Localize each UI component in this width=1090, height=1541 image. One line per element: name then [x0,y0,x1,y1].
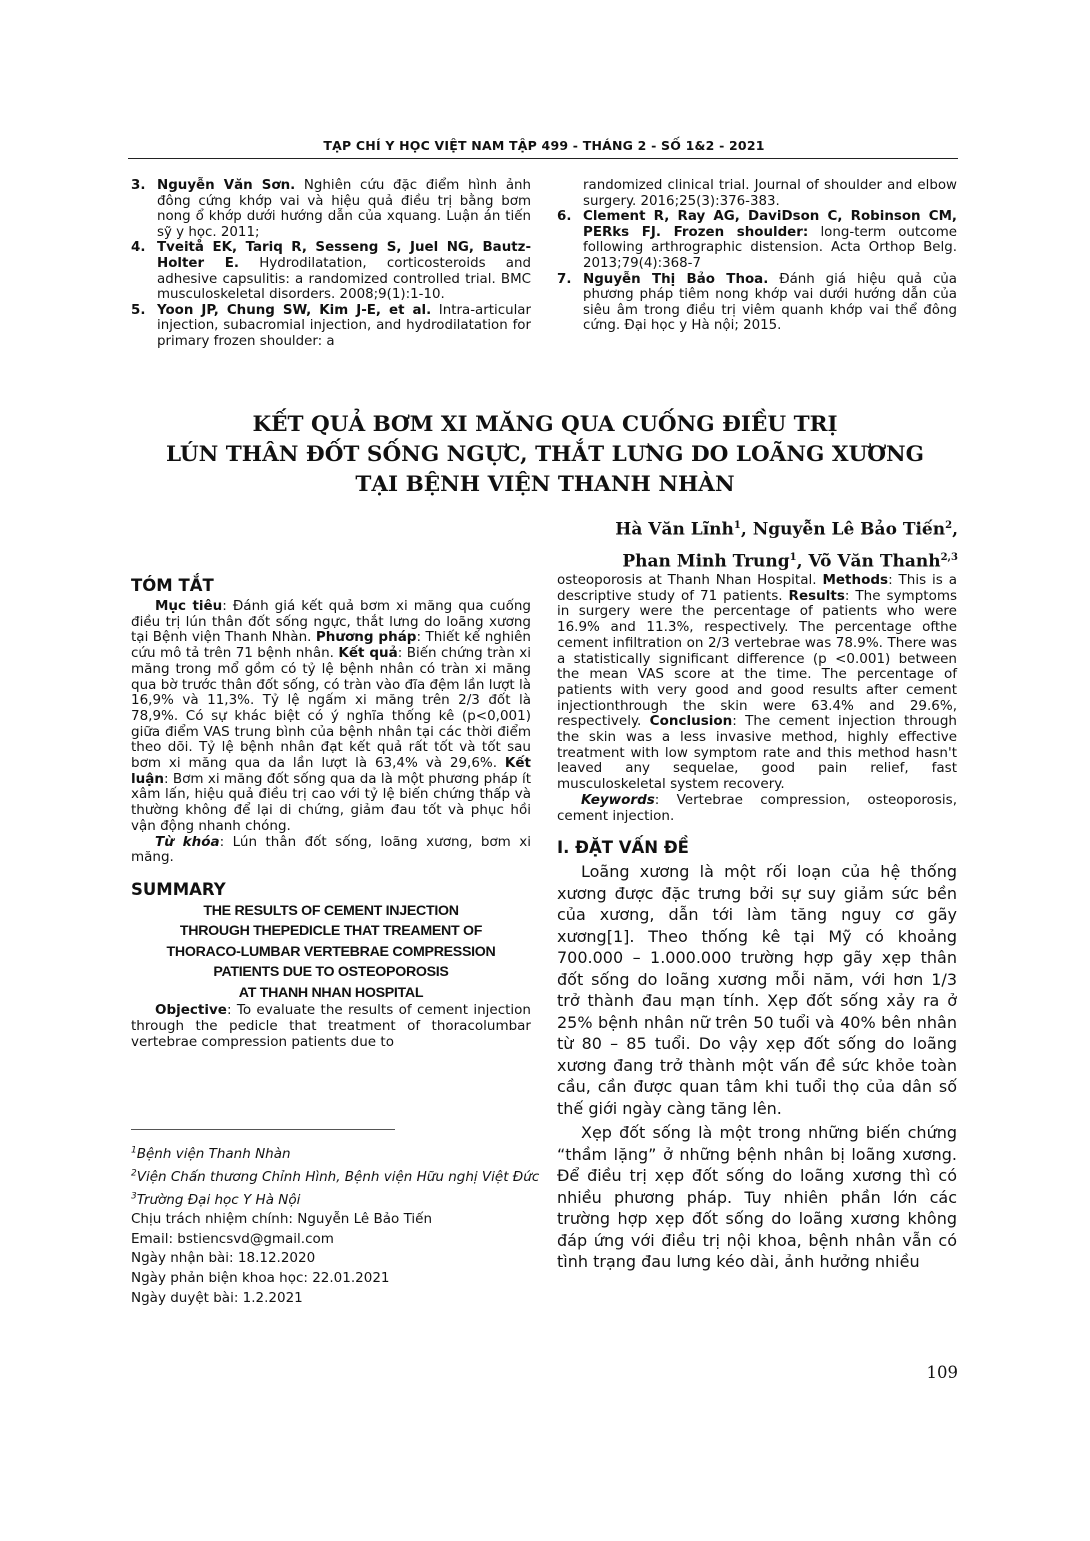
text: : This is a descriptive study of 71 patients. [557,572,957,604]
summary-title-line: THROUGH THEPEDICLE THAT TREAMENT OF [179,923,483,940]
text: : The cement injection through the skin was a less invasive method, highly effective treatment with low symptom rate and this method hasn't leaved any sequelae, good pain relief, fast musculoskeletal system recovery. [557,713,957,793]
reference-authors: Yoon JP, Chung SW, Kim J-E, et al. [157,302,432,318]
affiliation: Viện Chấn thương Chỉnh Hình, Bệnh viện Hữu nghị Việt Đức [136,1168,540,1185]
keywords-en [557,793,957,824]
text: : Biến chứng tràn xi măng trong mổ gồm có tỷ lệ bệnh nhân có tràn xi măng qua bờ trước thân đốt sống, có tràn vào đĩa đệm lần lượt là 16,9% và 11,3%. Tỷ lệ ngấm xi măng trên 2/3 đốt là 78,9%. Có sự khác biệt có ý nghĩa thống kê (p<0,001) giữa điểm VAS trung bình của bệnh nhân tại các thời điểm theo dõi. Tỷ lệ bệnh nhân đạt kết quả rất tốt và tốt sau bơm xi măng qua da lần lượt là 63,4% và 29,6%. [131,645,531,772]
summary-heading: SUMMARY [131,879,226,899]
summary-title-line: AT THANH NHAN HOSPITAL [238,984,424,1001]
received-date: Ngày nhận bài: 18.12.2020 [131,1250,316,1267]
reference-authors: Clement R, Ray AG, DaviDson C, Robinson CM, PERks FJ. Frozen shoulder: [583,209,957,240]
reference-text: long-term outcome following arthrographic distension. Acta Orthop Belg. 2013;79(4):368-7 [583,224,957,271]
reference-item [131,178,531,240]
text: Xẹp đốt sống là một trong những biến chứng “thầm lặng” ở những bệnh nhân bị loãng xương. Để điều trị xẹp đốt sống do loãng xương thì có nhiều phương pháp. Tuy nhiên phần lớn các trường hợp xẹp đốt sống do loãng xương không đáp ứng với điều trị nội khoa, bệnh nhân vẫn có tình trạng đau lưng kéo dài, ảnh hưởng nhiều [557,1123,957,1272]
reference-item [131,240,531,302]
text: : The symptoms in surgery were the percentage of patients who were 16.9% and 11.3%, respectively. The percentage ofthe cement infiltration on 2/3 vertebrae was 78.9%. There was a statistically significant difference (p <0.001) between the mean VAS score at the time. The percentage of patients with very good and good results after cement injectionthrough the skin were 63.4% and 29.6%, respectively. [557,587,958,730]
summary-title-line: PATIENTS DUE TO OSTEOPOROSIS [213,964,449,981]
reference-number: 6. [557,209,572,225]
label: Methods [822,572,889,588]
author-affiliation: 2,3 [940,551,958,563]
abstract-en-continued [557,573,957,793]
author-name: Hà Văn Lĩnh [615,519,734,540]
affiliation-number: 2 [131,1168,137,1179]
journal-header: TẠP CHÍ Y HỌC VIỆT NAM TẬP 499 - THÁNG 2 - SỐ 1&2 - 2021 [323,138,765,153]
article-title [130,410,960,500]
reference-text: Intra-articular injection, subacromial injection, and hydrodilatation for primary frozen shoulder: a [157,302,531,349]
author-affiliation: 1 [789,551,797,563]
author-affiliation: 2 [945,520,953,531]
abstract-en [131,1003,531,1050]
reference-text: randomized clinical trial. Journal of shoulder and elbow surgery. 2016;25(3):376-383. [583,178,957,209]
label: Keywords [581,791,655,808]
left-column [131,576,531,1051]
abstract-vi [131,599,531,835]
author-name: Phan Minh Trung [622,551,790,572]
text: : Vertebrae compression, osteoporosis, cement injection. [557,791,957,824]
label: Từ khóa [155,833,220,850]
reference-text: Nghiên cứu đặc điểm hình ảnh đông cứng khớp vai và hiệu quả điều trị bằng bơm nong ổ khớp dưới hướng dẫn của xquang. Luận án tiến sỹ y học. 2011; [157,178,531,240]
label: Mục tiêu [155,598,223,614]
text: : Thiết kế nghiên cứu mô tả trên 71 bệnh nhân. [131,629,531,662]
title-line: TẠI BỆNH VIỆN THANH NHÀN [355,472,735,497]
text: : Lún thân đốt sống, loãng xương, bơm xi măng. [131,833,531,866]
reference-authors: Tveitå EK, Tariq R, Sesseng S, Juel NG, Bautz-Holter E. [157,240,531,271]
author-name: Võ Văn Thanh [808,551,941,572]
text: : Bơm xi măng đốt sống qua da là một phương pháp ít xâm lấn, hiệu quả điều trị cao với tỷ lệ biến chứng thấp và thường không để lại di chứng, giảm đau tốt và phục hồi vận động nhanh chóng. [131,770,531,834]
reference-continuation [557,178,957,209]
reference-item [557,209,957,271]
email: Email: bstiencsvd@gmail.com [131,1230,334,1247]
affiliation-number: 1 [131,1145,137,1155]
reference-text: Đánh giá hiệu quả của phương pháp tiêm nong khớp vai dưới hướng dẫn của siêu âm trong điều trị viêm quanh khớp vai thể đông cứng. Đại học y Hà nội; 2015. [583,271,957,334]
label: Kết luận [131,755,531,787]
references-right [557,178,957,334]
reference-authors: Nguyễn Thị Bảo Thoa. [583,271,769,287]
summary-title [131,901,531,1004]
reviewed-date: Ngày phản biện khoa học: 22.01.2021 [131,1270,390,1287]
section-heading: I. ĐẶT VẤN ĐỀ [557,838,689,858]
label: Results [788,587,845,604]
reference-text: Hydrodilatation, corticosteroids and adhesive capsulitis: a randomized controlled trial. BMC musculoskeletal disorders. 2008;9(1):1-10. [157,255,531,303]
summary-title-line: THE RESULTS OF CEMENT INJECTION [203,902,459,919]
text: : Đánh giá kết quả bơm xi măng qua cuống điều trị lún thân đốt sống ngực, thắt lưng do loãng xương tại Bệnh viện Thanh Nhàn. [131,598,531,646]
text: : To evaluate the results of cement injection through the pedicle that treatment of thoracolumbar vertebrae compression patients due to [131,1002,531,1050]
approved-date: Ngày duyệt bài: 1.2.2021 [131,1289,303,1306]
text: osteoporosis at Thanh Nhan Hospital. [557,572,823,588]
reference-item [557,272,957,334]
author-affiliation: 1 [733,520,741,531]
label: Objective [155,1002,227,1019]
reference-number: 4. [131,240,146,256]
paragraph [557,1122,957,1273]
keywords-vi [131,835,531,866]
paragraph [557,861,957,1119]
reference-number: 5. [131,302,146,318]
label: Phương pháp [315,629,417,646]
footnotes [131,1141,541,1308]
title-line: LÚN THÂN ĐỐT SỐNG NGỰC, THẮT LƯNG DO LOÃNG XƯƠNG [165,442,925,467]
reference-item [131,303,531,350]
affiliation-number: 3 [131,1191,137,1202]
affiliation: Trường Đại học Y Hà Nội [136,1191,301,1208]
text: Loãng xương là một rối loạn của hệ thống xương được đặc trưng bởi sự suy giảm sức bền của xương, dẫn tới làm tăng nguy cơ gãy xương[1]. Theo thống kê tại Mỹ có khoảng 700.000 – 1.000.000 trường hợp gãy xẹp thân đốt sống do loãng xương mỗi năm, với hơn 1/3 trở thành đau mạn tính. Xẹp đốt sống xảy ra ở 25% bệnh nhân nữ trên 50 tuổi và 40% bên nhân từ 80 – 85 tuổi. Do vậy xẹp đốt sống do loãng xương đang trở thành một vấn đề sức khỏe toàn cầu, cần được quan tâm khi tuổi thọ của dân số thế giới ngày càng tăng lên. [557,862,957,1118]
footnote-rule [131,1129,395,1130]
label: Kết quả [338,645,398,662]
summary-title-line: THORACO-LUMBAR VERTEBRAE COMPRESSION [166,943,496,960]
references-left [131,178,531,350]
page-number: 109 [926,1363,958,1382]
header-rule [128,158,958,159]
reference-authors: Nguyễn Văn Sơn. [157,178,296,193]
corresponding-author: Chịu trách nhiệm chính: Nguyễn Lê Bảo Tiến [131,1211,433,1228]
author-name: Nguyễn Lê Bảo Tiến [752,519,946,540]
label: Conclusion [649,713,733,730]
affiliation: Bệnh viện Thanh Nhàn [136,1145,291,1162]
authors: Hà Văn Lĩnh$^1$, Nguyễn Lê Bảo Tiến$^2$, Phan Minh Trung$^1$, Võ Văn Thanh$^{2,3}$ [615,519,958,572]
reference-number: 3. [131,178,146,193]
abstract-heading: TÓM TẮT [131,576,214,595]
reference-number: 7. [557,271,572,287]
right-column [557,573,957,1273]
title-line: KẾT QUẢ BƠM XI MĂNG QUA CUỐNG ĐIỀU TRỊ [252,412,838,437]
